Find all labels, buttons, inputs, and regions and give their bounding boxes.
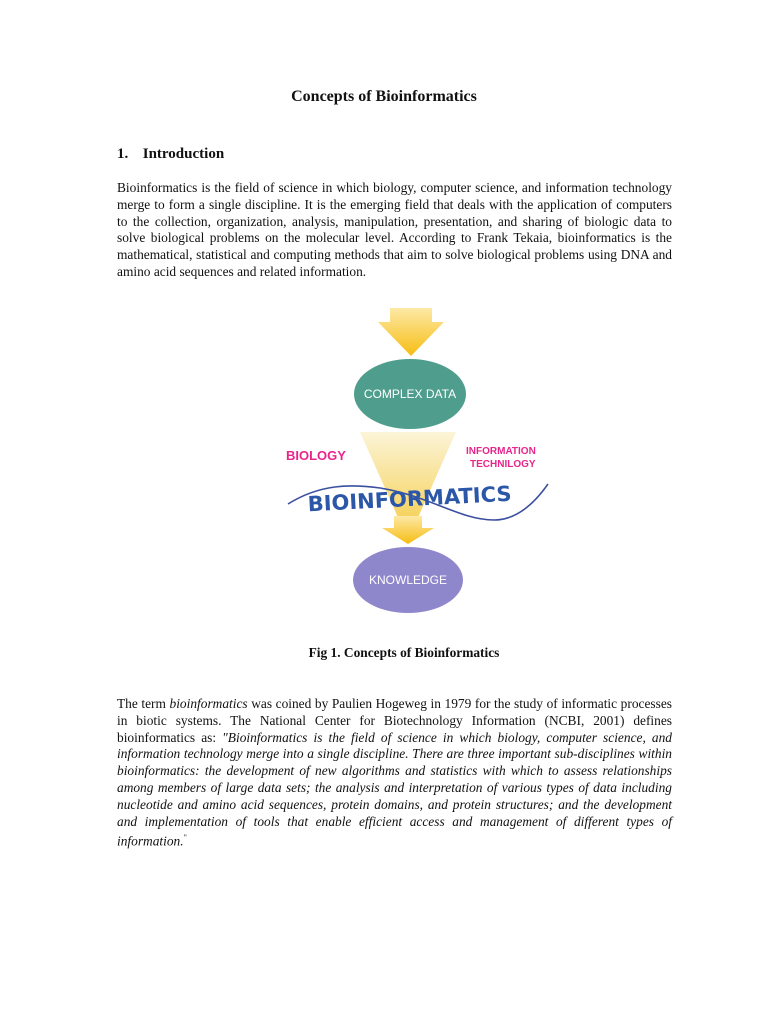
p2-quote: "Bioinformatics is the field of science in which biology, computer science, and information technology merge into a single discipline. There are three important sub-disciplines within bioinformatics: the development of new algorithms and statistics with which to assess relationships among members of large data sets; the analysis and interpretation of various types of data including nucleotide and amino acid sequences, protein domains, and protein structures; and the development and implementation of tools that enable efficient access and management of different types of information.: [117, 729, 672, 849]
biology-label: BIOLOGY: [286, 448, 346, 463]
p2-term: bioinformatics: [169, 696, 248, 711]
section-number: 1.: [117, 146, 129, 162]
figure-caption: Fig 1. Concepts of Bioinformatics: [308, 645, 500, 660]
document-title: Concepts of Bioinformatics: [291, 88, 477, 105]
intro-paragraph: Bioinformatics is the field of science in which biology, computer science, and information technology merge to form a single discipline. It is the emerging field that deals with the application of computers to the collection, organization, analysis, manipulation, presentation, and sharing of biologic data to solve biological problems on the molecular level. According to Frank Tekaia, bioinformatics is the mathematical, statistical and computing methods that aim to solve biological problems using DNA and amino acid sequences and related information.: [117, 180, 672, 279]
it-label-line1: INFORMATION: [466, 446, 536, 457]
section-heading-text: Introduction: [142, 146, 225, 162]
knowledge-label: KNOWLEDGE: [368, 573, 448, 587]
p2-middle: was coined by Paulien Hogeweg in 1979 for the study of informatic processes in biotic systems. The National Center for Biotechnology Information (NCBI, 2001) defines bioinformatics as:: [117, 696, 672, 745]
it-label-line2: TECHNILOGY: [470, 459, 536, 470]
definition-paragraph: [117, 696, 672, 851]
complex-data-label: COMPLEX DATA: [363, 387, 457, 401]
bottom-arrow-icon: [382, 516, 434, 544]
bioinformatics-concept-figure: [280, 308, 564, 620]
p2-closing-mark: ": [183, 833, 187, 843]
section-heading: [117, 146, 224, 163]
bioinformatics-label: BIOINFORMATICS: [307, 481, 513, 517]
p2-lead: The term: [117, 696, 170, 711]
top-arrow-icon: [378, 308, 444, 356]
